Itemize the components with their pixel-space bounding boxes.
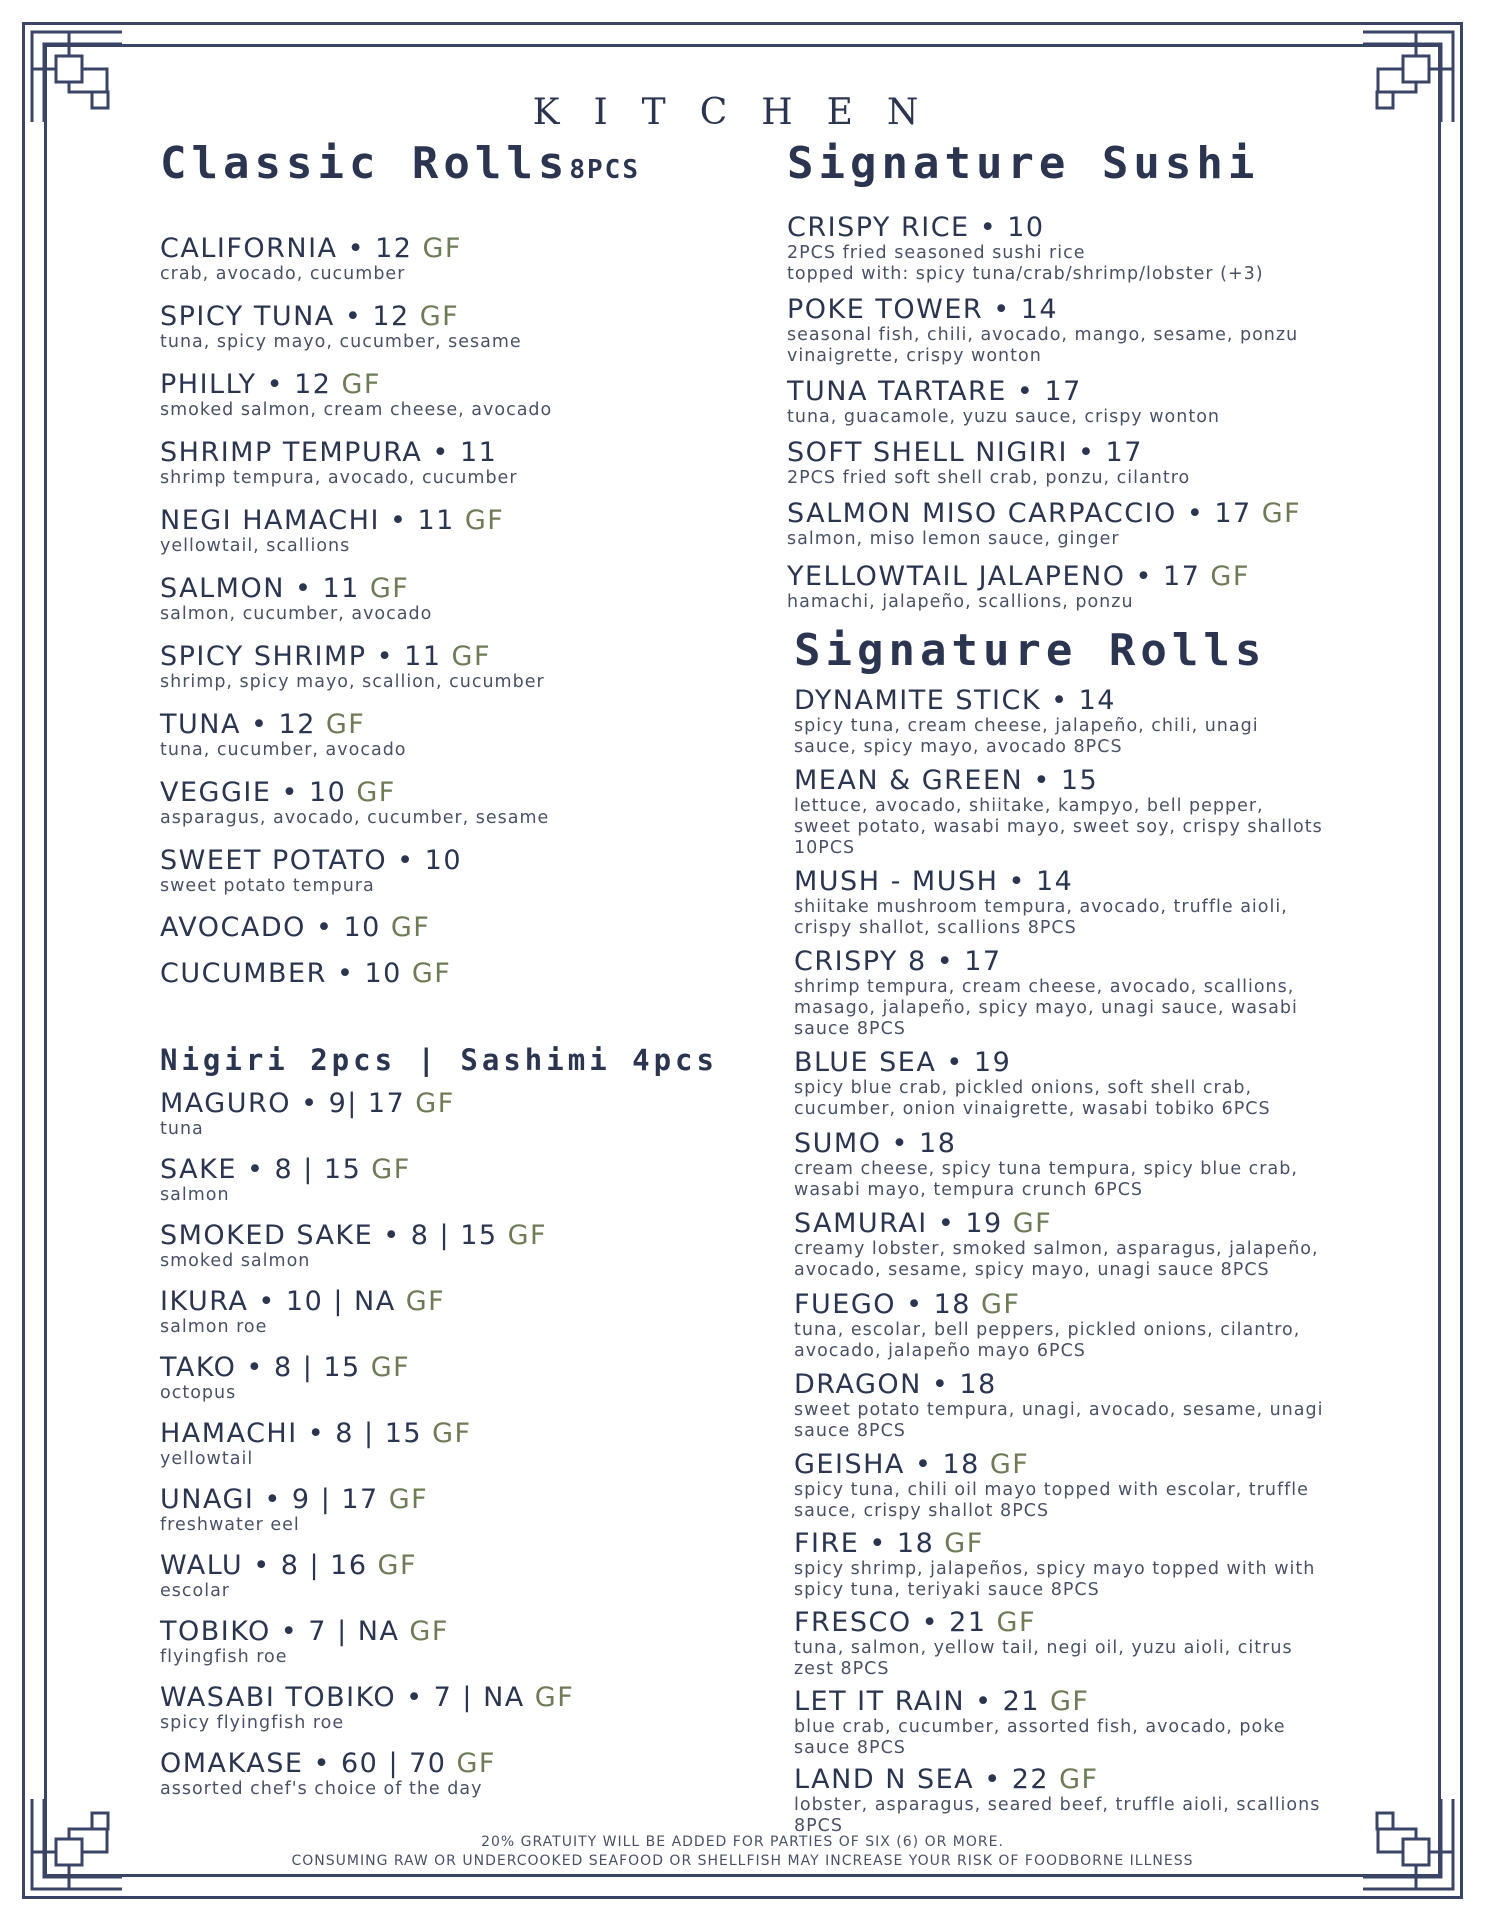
menu-item-description: shrimp tempura, avocado, cucumber bbox=[160, 468, 518, 488]
menu-item bbox=[794, 685, 1485, 758]
menu-item-name bbox=[794, 1528, 1485, 1559]
menu-item bbox=[794, 1289, 1485, 1362]
menu-item-label: LAND N SEA • 22 bbox=[794, 1764, 1050, 1795]
menu-item-name bbox=[160, 1550, 720, 1581]
menu-item-label: SPICY SHRIMP • 11 bbox=[160, 641, 442, 672]
menu-item bbox=[160, 912, 720, 943]
menu-item-description: tuna, guacamole, yuzu sauce, crispy wonton bbox=[787, 407, 1220, 427]
menu-item-description: lobster, asparagus, seared beef, truffle aioli, scallions bbox=[794, 1795, 1321, 1815]
gluten-free-badge: GF bbox=[1049, 1686, 1090, 1717]
menu-item-label: SUMO • 18 bbox=[794, 1128, 957, 1159]
page-title: KITCHEN bbox=[532, 92, 953, 133]
menu-item-description: shiitake mushroom tempura, avocado, truffle aioli, bbox=[794, 897, 1288, 917]
menu-item-name bbox=[794, 866, 1485, 897]
menu-item-description: assorted chef's choice of the day bbox=[160, 1779, 483, 1799]
menu-item-description: shrimp tempura, cream cheese, avocado, scallions, bbox=[794, 977, 1295, 997]
menu-item-name bbox=[160, 1154, 720, 1185]
menu-item-name bbox=[160, 1286, 720, 1317]
menu-item bbox=[160, 437, 720, 489]
menu-item-name bbox=[160, 573, 720, 604]
menu-item-label: MEAN & GREEN • 15 bbox=[794, 765, 1099, 796]
menu-item-label: SMOKED SAKE • 8 | 15 bbox=[160, 1220, 498, 1251]
menu-item bbox=[160, 1220, 720, 1272]
menu-item-description: shrimp, spicy mayo, scallion, cucumber bbox=[160, 672, 545, 692]
menu-item-description: escolar bbox=[160, 1581, 230, 1601]
menu-item-label: MAGURO • 9| 17 bbox=[160, 1088, 406, 1119]
menu-item-name bbox=[160, 958, 720, 989]
menu-item-label: IKURA • 10 | NA bbox=[160, 1286, 396, 1317]
menu-item-name bbox=[794, 765, 1485, 796]
menu-item-description: sauce 8PCS bbox=[794, 1421, 906, 1441]
menu-item-description: spicy tuna, teriyaki sauce 8PCS bbox=[794, 1580, 1100, 1600]
gluten-free-badge: GF bbox=[405, 1286, 446, 1317]
menu-item-name bbox=[160, 1418, 720, 1449]
menu-item bbox=[160, 777, 720, 829]
menu-item-description: octopus bbox=[160, 1383, 237, 1403]
menu-item-label: SALMON • 11 bbox=[160, 573, 360, 604]
menu-item-description: yellowtail, scallions bbox=[160, 536, 351, 556]
menu-item-name bbox=[794, 946, 1485, 977]
menu-item-label: MUSH - MUSH • 14 bbox=[794, 866, 1074, 897]
menu-item bbox=[787, 294, 1485, 367]
gluten-free-badge: GF bbox=[944, 1528, 984, 1559]
menu-item-name bbox=[160, 845, 720, 876]
menu-item-description: sauce, crispy shallot 8PCS bbox=[794, 1501, 1050, 1521]
menu-item-name bbox=[794, 1047, 1485, 1078]
menu-item bbox=[794, 866, 1485, 939]
menu-item-description: yellowtail bbox=[160, 1449, 254, 1469]
menu-item-name bbox=[160, 1616, 720, 1647]
menu-item-label: TUNA • 12 bbox=[160, 709, 316, 740]
menu-item-description: masago, jalapeño, spicy mayo, unagi sauce, wasabi bbox=[794, 998, 1298, 1018]
menu-item-name bbox=[794, 1208, 1485, 1239]
menu-item bbox=[160, 301, 720, 353]
menu-item bbox=[794, 1128, 1485, 1201]
gluten-free-badge: GF bbox=[1012, 1208, 1053, 1239]
signature-sushi-heading: Signature Sushi bbox=[787, 138, 1260, 189]
menu-item bbox=[787, 498, 1485, 550]
menu-item-label: TUNA TARTARE • 17 bbox=[787, 376, 1082, 407]
menu-item-description: 8PCS bbox=[794, 1816, 844, 1836]
menu-item bbox=[787, 376, 1485, 428]
menu-item-name bbox=[160, 777, 720, 808]
menu-item bbox=[160, 1616, 720, 1668]
menu-item-label: TOBIKO • 7 | NA bbox=[160, 1616, 400, 1647]
menu-item bbox=[160, 233, 720, 285]
signature-rolls-heading: Signature Rolls bbox=[794, 625, 1267, 676]
menu-item-description: sauce 8PCS bbox=[794, 1738, 906, 1758]
menu-item-name bbox=[160, 912, 720, 943]
menu-item-label: POKE TOWER • 14 bbox=[787, 294, 1059, 325]
gluten-free-badge: GF bbox=[377, 1550, 417, 1581]
menu-item bbox=[160, 1418, 720, 1470]
menu-item-label: OMAKASE • 60 | 70 bbox=[160, 1748, 447, 1779]
menu-item-label: PHILLY • 12 bbox=[160, 369, 332, 400]
menu-item-description: asparagus, avocado, cucumber, sesame bbox=[160, 808, 550, 828]
menu-item-name bbox=[787, 498, 1485, 529]
menu-item-description: sweet potato tempura, unagi, avocado, sesame, unagi bbox=[794, 1400, 1324, 1420]
menu-item-label: SAMURAI • 19 bbox=[794, 1208, 1003, 1239]
menu-item-name bbox=[160, 1748, 720, 1779]
menu-item-name bbox=[160, 709, 720, 740]
gluten-free-badge: GF bbox=[411, 958, 452, 989]
menu-item bbox=[794, 1047, 1485, 1120]
menu-item-name bbox=[160, 1484, 720, 1515]
menu-item-label: LET IT RAIN • 21 bbox=[794, 1686, 1040, 1717]
gluten-free-badge: GF bbox=[996, 1607, 1036, 1638]
menu-item-description: cream cheese, spicy tuna tempura, spicy blue crab, bbox=[794, 1159, 1298, 1179]
gluten-free-badge: GF bbox=[341, 369, 381, 400]
classic-rolls-title: Classic Rolls bbox=[160, 138, 570, 189]
menu-item-label: DRAGON • 18 bbox=[794, 1369, 997, 1400]
menu-item-name bbox=[794, 685, 1485, 716]
menu-item bbox=[787, 561, 1485, 613]
menu-item bbox=[160, 1352, 720, 1404]
menu-item bbox=[160, 1748, 720, 1800]
menu-item-description: cucumber, onion vinaigrette, wasabi tobiko 6PCS bbox=[794, 1099, 1271, 1119]
gluten-free-badge: GF bbox=[534, 1682, 575, 1713]
gluten-free-badge: GF bbox=[371, 1154, 411, 1185]
menu-item bbox=[160, 709, 720, 761]
nigiri-heading: Nigiri 2pcs | Sashimi 4pcs bbox=[160, 1043, 718, 1077]
menu-item-label: YELLOWTAIL JALAPENO • 17 bbox=[787, 561, 1201, 592]
gluten-free-badge: GF bbox=[989, 1449, 1030, 1480]
menu-item-description: smoked salmon bbox=[160, 1251, 311, 1271]
menu-item-label: AVOCADO • 10 bbox=[160, 912, 381, 943]
gluten-free-badge: GF bbox=[390, 912, 431, 943]
gluten-free-badge: GF bbox=[409, 1616, 449, 1647]
menu-item bbox=[794, 1369, 1485, 1442]
menu-item-description: seasonal fish, chili, avocado, mango, sesame, ponzu bbox=[787, 325, 1299, 345]
menu-item-description: salmon, cucumber, avocado bbox=[160, 604, 433, 624]
menu-item-label: TAKO • 8 | 15 bbox=[160, 1352, 361, 1383]
menu-item bbox=[794, 946, 1485, 1040]
menu-item-description: wasabi mayo, tempura crunch 6PCS bbox=[794, 1180, 1144, 1200]
menu-item-description: tuna, escolar, bell peppers, pickled onions, cilantro, bbox=[794, 1320, 1301, 1340]
menu-item-description: hamachi, jalapeño, scallions, ponzu bbox=[787, 592, 1134, 612]
menu-item bbox=[160, 505, 720, 557]
menu-item-label: CALIFORNIA • 12 bbox=[160, 233, 413, 264]
menu-item-name bbox=[160, 1352, 720, 1383]
menu-item-description: zest 8PCS bbox=[794, 1659, 890, 1679]
menu-item bbox=[794, 1528, 1485, 1601]
menu-item bbox=[794, 1686, 1485, 1759]
menu-item bbox=[160, 958, 720, 989]
menu-item bbox=[160, 641, 720, 693]
menu-item-description: avocado, jalapeño mayo 6PCS bbox=[794, 1341, 1086, 1361]
menu-item-label: SHRIMP TEMPURA • 11 bbox=[160, 437, 498, 468]
menu-item-label: CRISPY 8 • 17 bbox=[794, 946, 1002, 977]
menu-item-description: avocado, sesame, spicy mayo, unagi sauce 8PCS bbox=[794, 1260, 1270, 1280]
menu-item-description: sweet potato, wasabi mayo, sweet soy, crispy shallots bbox=[794, 817, 1323, 837]
gratuity-note: 20% GRATUITY WILL BE ADDED FOR PARTIES OF SIX (6) OR MORE. bbox=[481, 1834, 1004, 1850]
menu-item-name bbox=[787, 212, 1485, 243]
menu-item-name bbox=[160, 1088, 720, 1119]
menu-item-description: salmon, miso lemon sauce, ginger bbox=[787, 529, 1120, 549]
menu-item-description: tuna, spicy mayo, cucumber, sesame bbox=[160, 332, 522, 352]
menu-item-name bbox=[160, 301, 720, 332]
menu-item bbox=[160, 1286, 720, 1338]
menu-item bbox=[794, 1764, 1485, 1837]
menu-item-description: crab, avocado, cucumber bbox=[160, 264, 406, 284]
menu-item-description: sauce 8PCS bbox=[794, 1019, 906, 1039]
menu-item-description: sauce, spicy mayo, avocado 8PCS bbox=[794, 737, 1123, 757]
menu-item-description: tuna, salmon, yellow tail, negi oil, yuzu aioli, citrus bbox=[794, 1638, 1293, 1658]
menu-item-description: vinaigrette, crispy wonton bbox=[787, 346, 1042, 366]
menu-item-label: GEISHA • 18 bbox=[794, 1449, 980, 1480]
menu-item-label: FIRE • 18 bbox=[794, 1528, 935, 1559]
menu-item-label: SWEET POTATO • 10 bbox=[160, 845, 463, 876]
menu-item-label: DYNAMITE STICK • 14 bbox=[794, 685, 1116, 716]
menu-item bbox=[794, 1449, 1485, 1522]
menu-item bbox=[160, 1682, 720, 1734]
menu-item bbox=[160, 845, 720, 897]
menu-item bbox=[794, 1607, 1485, 1680]
menu-item-name bbox=[160, 505, 720, 536]
menu-item-name bbox=[787, 561, 1485, 592]
menu-item bbox=[794, 765, 1485, 859]
gluten-free-badge: GF bbox=[451, 641, 491, 672]
gluten-free-badge: GF bbox=[456, 1748, 496, 1779]
menu-item-name bbox=[160, 437, 720, 468]
menu-item bbox=[160, 1550, 720, 1602]
gluten-free-badge: GF bbox=[415, 1088, 455, 1119]
menu-item-label: SOFT SHELL NIGIRI • 17 bbox=[787, 437, 1143, 468]
menu-item-name bbox=[787, 294, 1485, 325]
menu-item-description: topped with: spicy tuna/crab/shrimp/lobster (+3) bbox=[787, 264, 1264, 284]
menu-item-name bbox=[794, 1764, 1485, 1795]
menu-item-label: FRESCO • 21 bbox=[794, 1607, 987, 1638]
classic-rolls-subtitle: 8PCS bbox=[569, 155, 640, 185]
menu-item-description: tuna, cucumber, avocado bbox=[160, 740, 407, 760]
gluten-free-badge: GF bbox=[419, 301, 460, 332]
menu-item-name bbox=[794, 1128, 1485, 1159]
menu-item-name bbox=[160, 369, 720, 400]
menu-item-description: 2PCS fried seasoned sushi rice bbox=[787, 243, 1086, 263]
menu-item-description: creamy lobster, smoked salmon, asparagus, jalapeño, bbox=[794, 1239, 1319, 1259]
gluten-free-badge: GF bbox=[325, 709, 366, 740]
menu-item-label: HAMACHI • 8 | 15 bbox=[160, 1418, 423, 1449]
menu-item-description: freshwater eel bbox=[160, 1515, 300, 1535]
menu-item-description: salmon bbox=[160, 1185, 230, 1205]
menu-item-label: VEGGIE • 10 bbox=[160, 777, 347, 808]
gluten-free-badge: GF bbox=[1261, 498, 1302, 529]
menu-item bbox=[160, 1088, 720, 1140]
gluten-free-badge: GF bbox=[1210, 561, 1250, 592]
menu-item-label: SPICY TUNA • 12 bbox=[160, 301, 410, 332]
classic-rolls-heading bbox=[160, 138, 640, 189]
menu-item-name bbox=[160, 1682, 720, 1713]
menu-item-description: smoked salmon, cream cheese, avocado bbox=[160, 400, 553, 420]
menu-item bbox=[160, 369, 720, 421]
menu-item-name bbox=[787, 437, 1485, 468]
raw-food-warning: CONSUMING RAW OR UNDERCOOKED SEAFOOD OR SHELLFISH MAY INCREASE YOUR RISK OF FOODBORNE ILLNESS bbox=[291, 1853, 1194, 1869]
menu-item-description: flyingfish roe bbox=[160, 1647, 288, 1667]
menu-item bbox=[160, 573, 720, 625]
menu-item bbox=[787, 212, 1485, 285]
gluten-free-badge: GF bbox=[388, 1484, 429, 1515]
menu-item-label: WALU • 8 | 16 bbox=[160, 1550, 368, 1581]
menu-item-description: spicy tuna, chili oil mayo topped with escolar, truffle bbox=[794, 1480, 1309, 1500]
menu-item bbox=[160, 1154, 720, 1206]
menu-item-name bbox=[794, 1369, 1485, 1400]
menu-item-label: SALMON MISO CARPACCIO • 17 bbox=[787, 498, 1252, 529]
gluten-free-badge: GF bbox=[1059, 1764, 1099, 1795]
gluten-free-badge: GF bbox=[422, 233, 462, 264]
menu-item-name bbox=[160, 641, 720, 672]
menu-item-description: salmon roe bbox=[160, 1317, 268, 1337]
gluten-free-badge: GF bbox=[369, 573, 410, 604]
menu-item-label: BLUE SEA • 19 bbox=[794, 1047, 1012, 1078]
menu-item-description: lettuce, avocado, shiitake, kampyo, bell pepper, bbox=[794, 796, 1264, 816]
gluten-free-badge: GF bbox=[464, 505, 505, 536]
menu-item-description: crispy shallot, scallions 8PCS bbox=[794, 918, 1077, 938]
menu-item bbox=[794, 1208, 1485, 1281]
gluten-free-badge: GF bbox=[432, 1418, 472, 1449]
menu-item-name bbox=[787, 376, 1485, 407]
gluten-free-badge: GF bbox=[980, 1289, 1021, 1320]
menu-item-label: SAKE • 8 | 15 bbox=[160, 1154, 362, 1185]
menu-item-name bbox=[160, 1220, 720, 1251]
menu-item-description: spicy flyingfish roe bbox=[160, 1713, 345, 1733]
menu-item-name bbox=[160, 233, 720, 264]
menu-item-name bbox=[794, 1449, 1485, 1480]
menu-item-label: UNAGI • 9 | 17 bbox=[160, 1484, 379, 1515]
gluten-free-badge: GF bbox=[507, 1220, 548, 1251]
menu-item bbox=[787, 437, 1485, 489]
menu-item-description: spicy blue crab, pickled onions, soft shell crab, bbox=[794, 1078, 1253, 1098]
menu-item-description: spicy shrimp, jalapeños, spicy mayo topped with with bbox=[794, 1559, 1316, 1579]
menu-item-label: CUCUMBER • 10 bbox=[160, 958, 402, 989]
menu-item-description: sweet potato tempura bbox=[160, 876, 375, 896]
menu-item-description: 10PCS bbox=[794, 838, 856, 858]
menu-item-label: WASABI TOBIKO • 7 | NA bbox=[160, 1682, 525, 1713]
menu-item-description: tuna bbox=[160, 1119, 204, 1139]
menu-item-description: 2PCS fried soft shell crab, ponzu, cilantro bbox=[787, 468, 1191, 488]
menu-item-name bbox=[794, 1289, 1485, 1320]
menu-item-name bbox=[794, 1686, 1485, 1717]
menu-item-label: CRISPY RICE • 10 bbox=[787, 212, 1045, 243]
menu-item-label: NEGI HAMACHI • 11 bbox=[160, 505, 455, 536]
gluten-free-badge: GF bbox=[356, 777, 396, 808]
menu-item-name bbox=[794, 1607, 1485, 1638]
menu-item-description: blue crab, cucumber, assorted fish, avocado, poke bbox=[794, 1717, 1286, 1737]
menu-item bbox=[160, 1484, 720, 1536]
menu-item-description: spicy tuna, cream cheese, jalapeño, chili, unagi bbox=[794, 716, 1259, 736]
menu-item-label: FUEGO • 18 bbox=[794, 1289, 971, 1320]
gluten-free-badge: GF bbox=[370, 1352, 411, 1383]
